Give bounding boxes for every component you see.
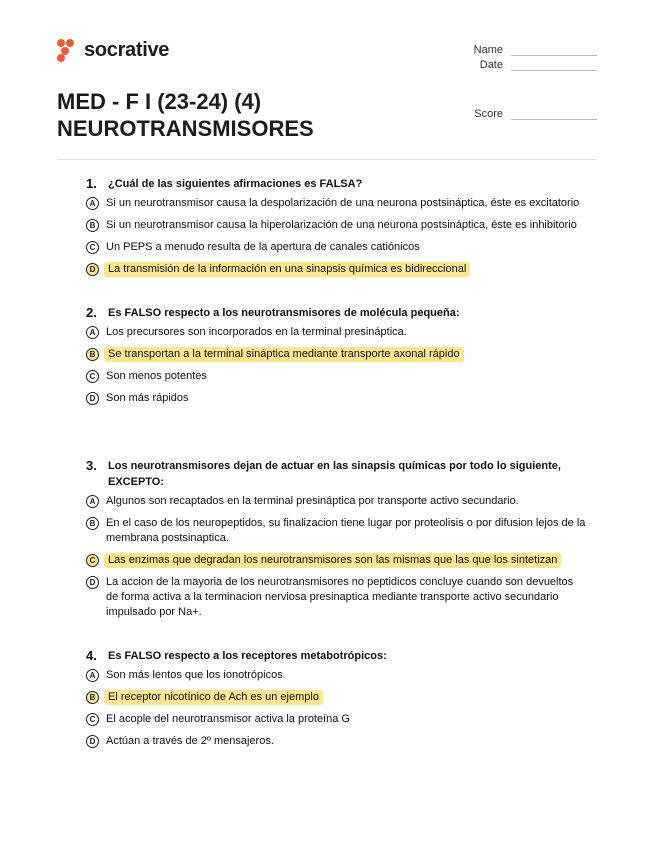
name-row	[457, 41, 597, 56]
page-title	[57, 88, 417, 142]
question-1	[86, 176, 586, 277]
option-letter-badge: C	[86, 554, 99, 567]
option-text: Son más rápidos	[106, 392, 189, 404]
option-letter-badge: A	[86, 197, 99, 210]
question-number: 4.	[86, 648, 97, 663]
option-c	[86, 369, 586, 384]
option-b-correct	[86, 347, 586, 362]
socrative-logo-icon	[57, 38, 78, 62]
option-letter-badge: D	[86, 735, 99, 748]
option-a	[86, 668, 586, 683]
question-number: 1.	[86, 176, 97, 191]
score-label: Score	[474, 108, 503, 120]
question-3	[86, 458, 586, 620]
option-c	[86, 240, 586, 255]
option-text: Actúan a través de 2º mensajeros.	[106, 735, 274, 747]
question-list	[86, 176, 586, 756]
option-text: Se transportan a la terminal sináptica mediante transporte axonal rápido	[104, 347, 464, 362]
option-d	[86, 734, 586, 749]
question-header	[86, 458, 586, 490]
date-label: Date	[479, 59, 503, 71]
question-text: Los neurotransmisores dejan de actuar en las sinapsis químicas por todo lo siguiente, EXCEPTO:	[108, 460, 561, 488]
score-row	[474, 108, 597, 120]
question-header	[86, 176, 586, 192]
question-text: Es FALSO respecto a los receptores metabotrópicos:	[108, 650, 387, 662]
option-text: Algunos son recaptados en la terminal presináptica por transporte activo secundario.	[106, 495, 519, 507]
question-number: 3.	[86, 458, 97, 473]
score-line	[511, 109, 597, 120]
option-d	[86, 575, 586, 620]
question-text: ¿Cuál de las siguientes afirmaciones es FALSA?	[108, 178, 363, 190]
question-4	[86, 648, 586, 749]
option-b-correct	[86, 690, 586, 705]
option-letter-badge: A	[86, 669, 99, 682]
question-header	[86, 305, 586, 321]
option-a	[86, 494, 586, 509]
option-letter-badge: D	[86, 392, 99, 405]
option-letter-badge: B	[86, 348, 99, 361]
option-b	[86, 218, 586, 233]
date-line	[511, 60, 597, 71]
question-header	[86, 648, 586, 664]
option-text: Un PEPS a menudo resulta de la apertura de canales catiónicos	[106, 241, 420, 253]
socrative-logo	[57, 38, 169, 62]
option-letter-badge: C	[86, 370, 99, 383]
option-letter-badge: C	[86, 241, 99, 254]
option-text: Son menos potentes	[106, 370, 207, 382]
option-text: La accion de la mayoria de los neurotransmisores no peptidicos concluye cuando son devueltos de forma activa a la terminacion nerviosa presinaptica mediante transporte activo secundario impulsado por Na+.	[106, 576, 574, 618]
option-letter-badge: D	[86, 263, 99, 276]
header-divider	[57, 159, 597, 160]
name-line	[511, 45, 597, 56]
name-label: Name	[473, 44, 503, 56]
option-a	[86, 325, 586, 340]
option-text: El acople del neurotransmisor activa la proteína G	[106, 713, 350, 725]
option-letter-badge: A	[86, 495, 99, 508]
date-row	[457, 56, 597, 71]
option-letter-badge: A	[86, 326, 99, 339]
option-c-correct	[86, 553, 586, 568]
option-letter-badge: C	[86, 713, 99, 726]
option-text: Si un neurotransmisor causa la despolarización de una neurona postsináptica, éste es excitatorio	[106, 197, 580, 209]
option-c	[86, 712, 586, 727]
question-number: 2.	[86, 305, 97, 320]
title-line-1: MED - F I (23-24) (4)	[57, 89, 262, 114]
option-letter-badge: B	[86, 517, 99, 530]
option-letter-badge: D	[86, 576, 99, 589]
option-text: Los precursores son incorporados en la terminal presináptica.	[106, 326, 407, 338]
question-2	[86, 305, 586, 406]
question-text: Es FALSO respecto a los neurotransmisores de molécula pequeña:	[108, 307, 460, 319]
option-a	[86, 196, 586, 211]
option-d-correct	[86, 262, 586, 277]
option-text: El receptor nicotínico de Ach es un ejemplo	[104, 690, 323, 705]
option-text: Si un neurotransmisor causa la hiperolarización de una neurona postsináptica, éste es inhibitorio	[106, 219, 577, 231]
option-letter-badge: B	[86, 219, 99, 232]
option-letter-badge: B	[86, 691, 99, 704]
option-text: En el caso de los neuropeptidos, su finalizacion tiene lugar por proteolisis o por difusion lejos de la membrana postsinaptica.	[106, 517, 586, 544]
option-text: La transmisión de la información en una sinapsis química es bidireccional	[104, 262, 470, 277]
option-b	[86, 516, 586, 546]
student-info	[457, 41, 597, 71]
brand-name: socrative	[84, 38, 170, 61]
option-d	[86, 391, 586, 406]
title-line-2: NEUROTRANSMISORES	[57, 116, 314, 141]
option-text: Son más lentos que los ionotrópicos	[106, 669, 283, 681]
option-text: Las enzimas que degradan los neurotransmisores son las mismas que las que los sintetizan	[104, 553, 561, 568]
